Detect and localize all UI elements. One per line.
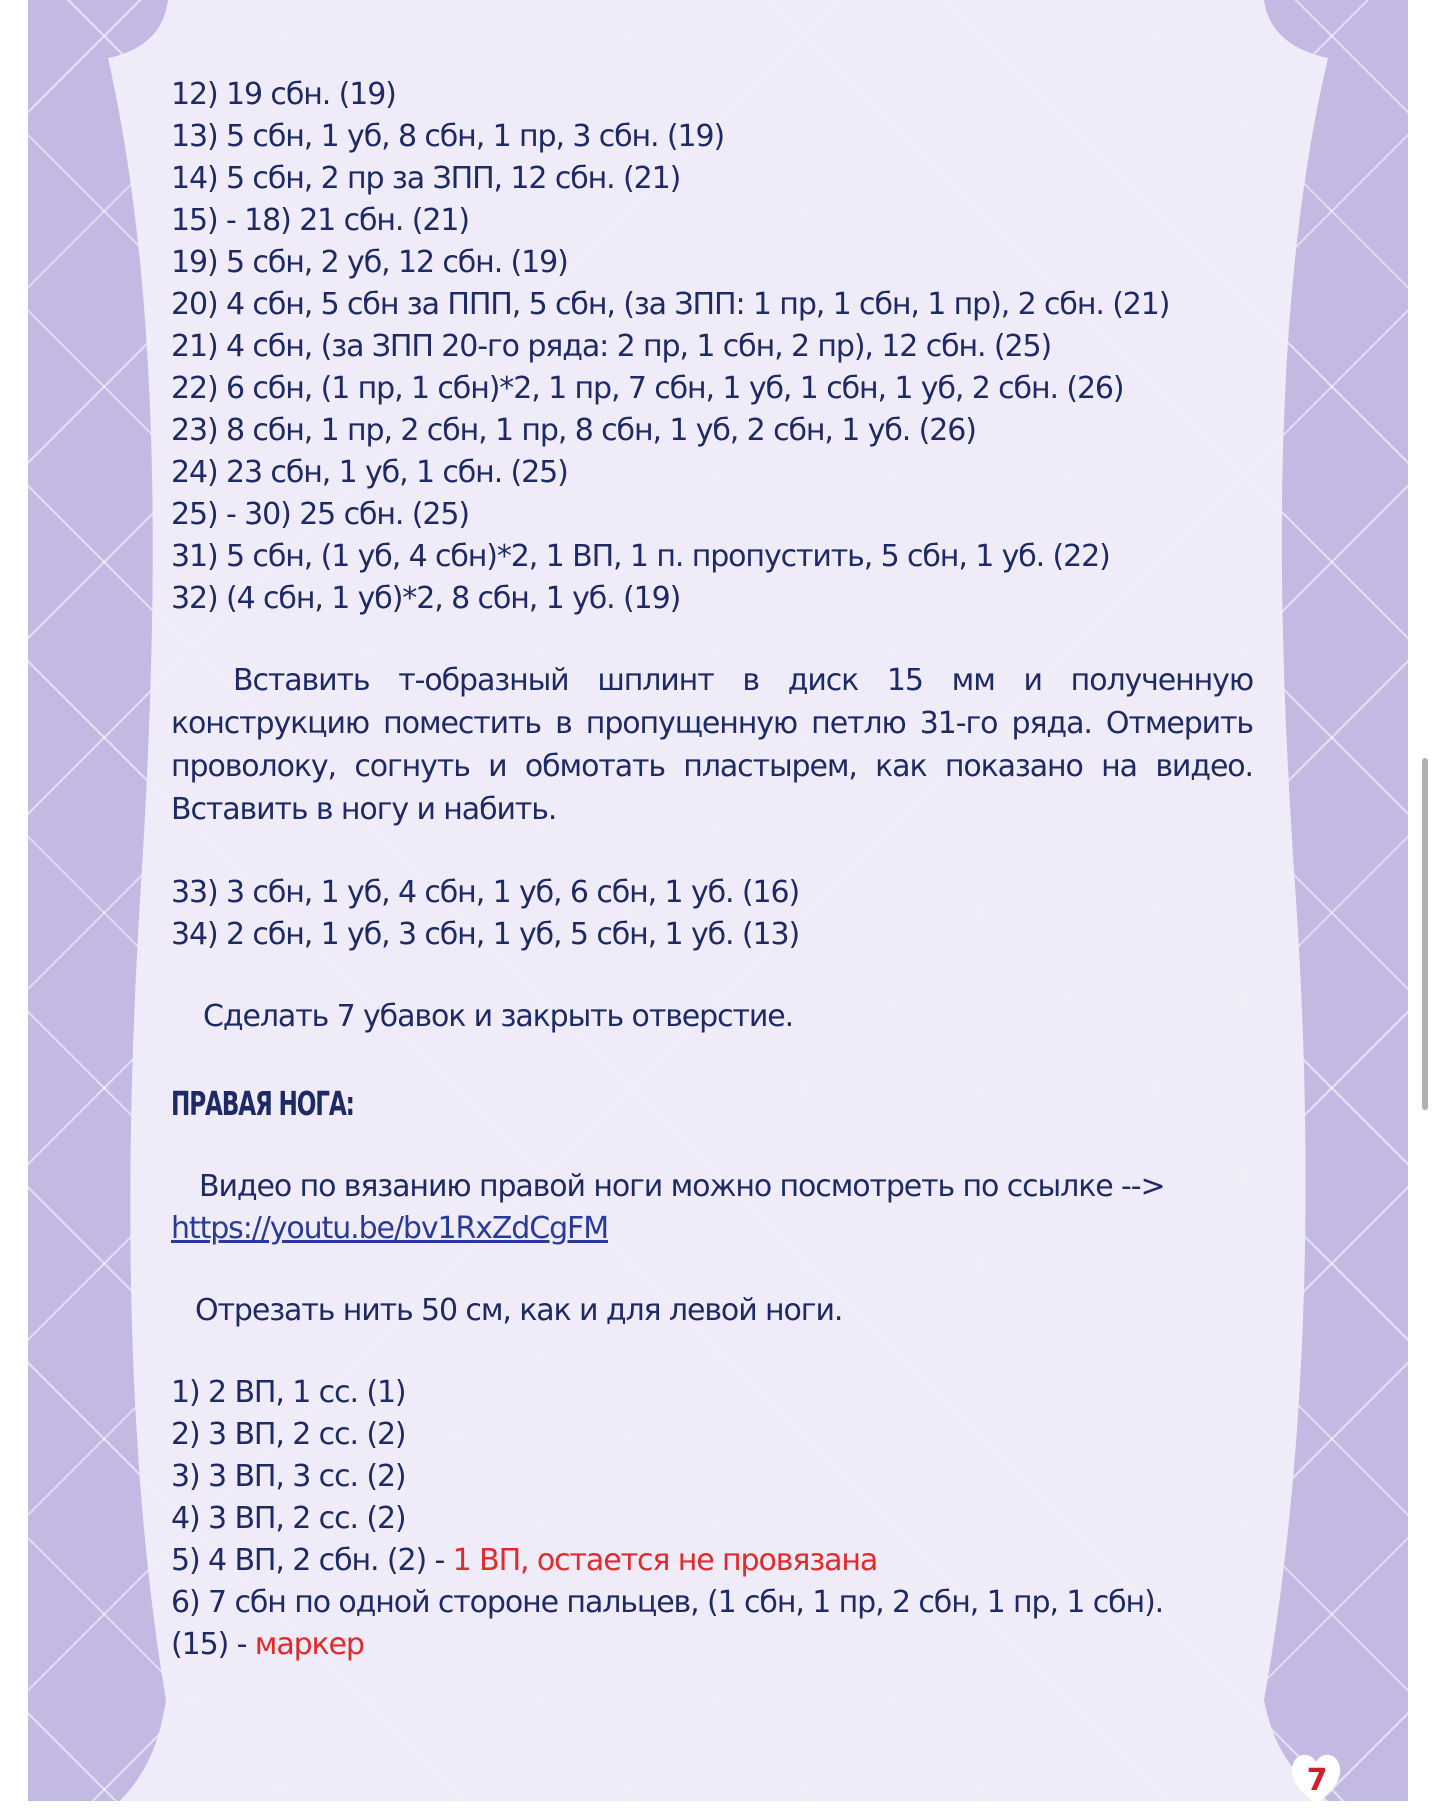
row5-note: 1 ВП, остается не провязана — [452, 1543, 878, 1578]
pattern-row: 4) 3 ВП, 2 сс. (2) — [171, 1501, 406, 1536]
pattern-row: 32) (4 сбн, 1 уб)*2, 8 сбн, 1 уб. (19) — [171, 581, 681, 616]
pattern-row: 21) 4 сбн, (за ЗПП 20-го ряда: 2 пр, 1 сбн, 2 пр), 12 сбн. (25) — [171, 329, 1052, 364]
scrollbar-thumb[interactable] — [1422, 758, 1428, 1110]
rows-top-list — [171, 74, 1253, 620]
video-link[interactable]: https://youtu.be/bv1RxZdCgFM — [171, 1211, 608, 1246]
pattern-row: 1) 2 ВП, 1 сс. (1) — [171, 1375, 406, 1410]
pattern-row: 13) 5 сбн, 1 уб, 8 сбн, 1 пр, 3 сбн. (19) — [171, 119, 725, 154]
pattern-content — [171, 74, 1253, 1666]
rows-mid-list — [171, 872, 1253, 956]
pattern-row-6: 6) 7 сбн по одной стороне пальцев, (1 сбн, 1 пр, 2 сбн, 1 пр, 1 сбн). — [171, 1585, 1164, 1620]
pattern-row-6-end — [171, 1624, 1253, 1666]
pattern-row: 23) 8 сбн, 1 пр, 2 сбн, 1 пр, 8 сбн, 1 уб, 2 сбн, 1 уб. (26) — [171, 413, 976, 448]
pattern-row: 22) 6 сбн, (1 пр, 1 сбн)*2, 1 пр, 7 сбн, 1 уб, 1 сбн, 1 уб, 2 сбн. (26) — [171, 371, 1124, 406]
section-heading: ПРАВАЯ НОГА: — [171, 1084, 354, 1123]
row5-main: 5) 4 ВП, 2 сбн. (2) - — [171, 1543, 453, 1578]
rows-bottom-list — [171, 1372, 1253, 1666]
pattern-row: 31) 5 сбн, (1 уб, 4 сбн)*2, 1 ВП, 1 п. пропустить, 5 сбн, 1 уб. (22) — [171, 539, 1110, 574]
pattern-row: 15) - 18) 21 сбн. (21) — [171, 203, 469, 238]
video-link-line — [171, 1208, 1253, 1250]
pattern-row: 33) 3 сбн, 1 уб, 4 сбн, 1 уб, 6 сбн, 1 уб. (16) — [171, 875, 800, 910]
pattern-row: 34) 2 сбн, 1 уб, 3 сбн, 1 уб, 5 сбн, 1 уб. (13) — [171, 917, 800, 952]
closing-note: Сделать 7 убавок и закрыть отверстие. — [203, 999, 794, 1034]
row6-marker-note: маркер — [254, 1627, 364, 1662]
pattern-row: 3) 3 ВП, 3 сс. (2) — [171, 1459, 406, 1494]
row6-count: (15) - — [171, 1627, 255, 1662]
pattern-row: 25) - 30) 25 сбн. (25) — [171, 497, 469, 532]
pattern-row: 20) 4 сбн, 5 сбн за ППП, 5 сбн, (за ЗПП: 1 пр, 1 сбн, 1 пр), 2 сбн. (21) — [171, 287, 1170, 322]
instruction-paragraph: Вставить т-образный шплинт в диск 15 мм и полученную конструкцию поместить в пропущенную петлю 31-го ряда. Отмерить проволоку, согнуть и обмотать пластырем, как показано на видео. Вставить в ногу и набить. — [171, 663, 1253, 827]
pattern-row-5 — [171, 1540, 1253, 1582]
pattern-row: 2) 3 ВП, 2 сс. (2) — [171, 1417, 406, 1452]
pattern-row: 19) 5 сбн, 2 уб, 12 сбн. (19) — [171, 245, 568, 280]
page-number: 7 — [1306, 1763, 1328, 1798]
video-text: Видео по вязанию правой ноги можно посмотреть по ссылке --> — [199, 1169, 1165, 1204]
pattern-row: 12) 19 сбн. (19) — [171, 77, 396, 112]
cut-note: Отрезать нить 50 см, как и для левой ноги. — [195, 1293, 843, 1328]
pattern-row: 14) 5 сбн, 2 пр за ЗПП, 12 сбн. (21) — [171, 161, 681, 196]
pattern-row: 24) 23 сбн, 1 уб, 1 сбн. (25) — [171, 455, 568, 490]
